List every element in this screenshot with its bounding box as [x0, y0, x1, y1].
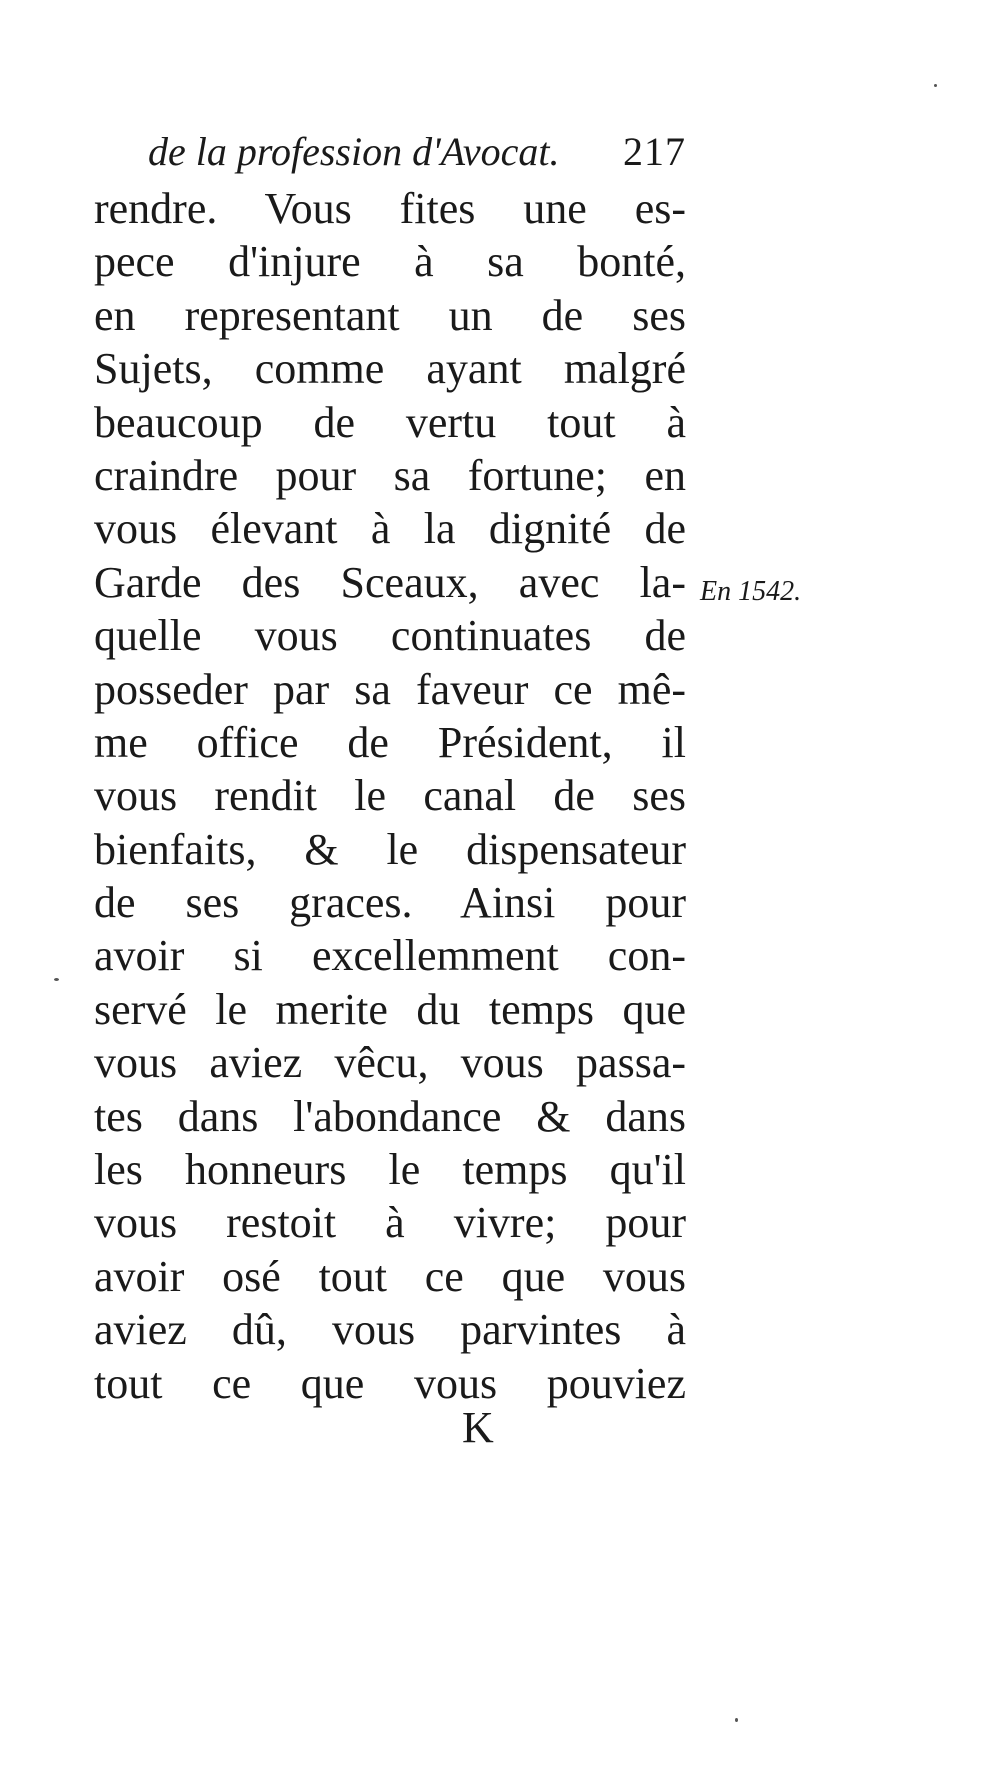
- margin-note: En 1542.: [700, 576, 802, 607]
- text-line: me office de Président, il: [94, 717, 686, 767]
- text-line: posseder par sa faveur ce mê-: [94, 664, 686, 714]
- text-line: quelle vous continuates de: [94, 611, 686, 661]
- ink-speck: [54, 978, 59, 981]
- text-line: rendre. Vous fites une es-: [94, 184, 686, 233]
- text-line: Sujets, comme ayant malgré: [94, 344, 686, 394]
- text-line: tout ce que vous pouviez: [94, 1358, 686, 1408]
- text-line: vous aviez vêcu, vous passa-: [94, 1038, 686, 1088]
- text-line: aviez dû, vous parvintes à: [94, 1305, 686, 1355]
- text-line: pece d'injure à sa bonté,: [94, 237, 686, 287]
- text-line: beaucoup de vertu tout à: [94, 397, 686, 447]
- text-line: servé le merite du temps que: [94, 984, 686, 1034]
- text-line: vous élevant à la dignité de: [94, 504, 686, 554]
- text-line: vous rendit le canal de ses: [94, 771, 686, 821]
- text-line: craindre pour sa fortune; en: [94, 450, 686, 500]
- text-line: les honneurs le temps qu'il: [94, 1145, 686, 1195]
- running-title: de la profession d'Avocat.: [148, 129, 560, 174]
- running-head: [148, 122, 686, 182]
- signature-mark: K: [462, 1403, 494, 1452]
- text-line: Garde des Sceaux, avec la-: [94, 557, 686, 607]
- text-line: avoir si excellemment con-: [94, 931, 686, 981]
- text-line: vous restoit à vivre; pour: [94, 1198, 686, 1248]
- text-line: avoir osé tout ce que vous: [94, 1251, 686, 1301]
- text-line: de ses graces. Ainsi pour: [94, 878, 686, 928]
- page-number: 217: [623, 129, 686, 174]
- text-line: bienfaits, & le dispensateur: [94, 824, 686, 874]
- body-text: [94, 182, 686, 1410]
- text-line: tes dans l'abondance & dans: [94, 1091, 686, 1141]
- text-line: en representant un de ses: [94, 290, 686, 340]
- ink-speck: [934, 84, 937, 87]
- ink-speck: [735, 1718, 738, 1722]
